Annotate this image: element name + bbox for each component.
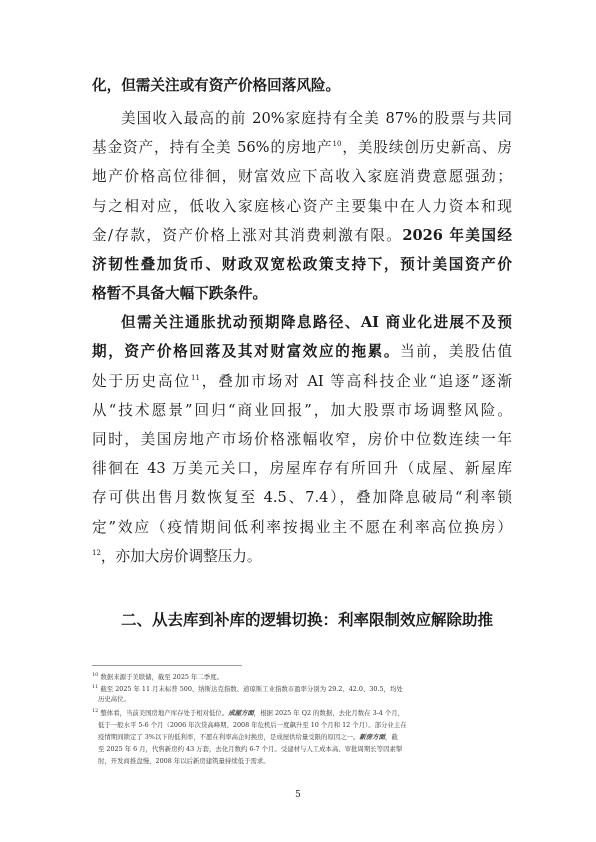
paragraph-line: 基金资产，持有全美 56%的房地产$^{10}$，美股续创历史新高、房 bbox=[92, 139, 512, 156]
paragraph-line: 济韧性叠加货币、财政双宽松政策支持下，预计美国资产价 bbox=[92, 256, 512, 273]
footnote-divider bbox=[92, 665, 242, 666]
footnote-12-line: 疫情期间锁定了 3%以下的低利率，不愿在利率高企时换房，是成屋供给量受限的原因之一。新房方面，截 bbox=[98, 733, 398, 741]
footnote-11-cont: 历史高位。 bbox=[98, 695, 130, 703]
paragraph-line: 同时，美国房地产市场价格涨幅收窄，房价中位数连续一年 bbox=[92, 431, 512, 448]
page-number: 5 bbox=[295, 790, 301, 800]
paragraph-line: 金/存款，资产价格上涨对其消费刺激有限。2026 年美国经 bbox=[92, 227, 513, 244]
paragraph-line: 从“技术愿景”回归“商业回报”，加大股票市场调整风险。 bbox=[92, 402, 512, 419]
footnote-12-line: 低于一般水平 5-6 个月（2006 年次贷高峰期、2008 年危机后一度飙升至 10 个月和 12 个月）。部分业主在 bbox=[98, 721, 407, 729]
section-heading: 二、从去库到补库的逻辑切换：利率限制效应解除助推 bbox=[121, 611, 494, 629]
footnote-ref: 12 bbox=[92, 549, 101, 558]
paragraph-line: 与之相对应，低收入家庭核心资产主要集中在人力资本和现 bbox=[92, 198, 512, 215]
footnote-10: $^{10}$ 数据来源于美联储，截至 2025 年二季度。 bbox=[92, 671, 223, 681]
footnote-ref: 11 bbox=[190, 374, 200, 383]
footnote-ref: 10 bbox=[332, 140, 342, 149]
footnote-11: $^{11}$ 截至 2025 年 11 月末标普 500、纳斯达克指数、道琼斯工业指数市盈率分别为 29.2、42.0、30.5，均处 bbox=[92, 683, 403, 693]
paragraph-line: 格暂不具备大幅下跌条件。 bbox=[92, 285, 268, 302]
paragraph-line: 处于历史高位$^{11}$，叠加市场对 AI 等高科技企业“追逐”逐渐 bbox=[92, 373, 512, 390]
footnote-12: $^{12}$ 整体看，当前美国房地产库存处于相对低位。成屋方面，根据 2025 年 Q2 的数据，去化月数在 3-4 个月， bbox=[92, 707, 405, 717]
paragraph-line: 期，资产价格回落及其对财富效应的拖累。当前，美股估值 bbox=[92, 343, 512, 360]
paragraph-line: $^{12}$，亦加大房价调整压力。 bbox=[92, 548, 262, 565]
paragraph-line: 化，但需关注或有资产价格回落风险。 bbox=[92, 77, 341, 94]
paragraph-line: 地产价格高位徘徊，财富效应下高收入家庭消费意愿强劲； bbox=[92, 168, 512, 185]
paragraph-line: 存可供出售月数恢复至 4.5、7.4），叠加降息破局“利率锁 bbox=[92, 489, 512, 506]
footnote-12-line: 肘，开发商推盘慢，2008 年以后新房建筑量持续低于需求。 bbox=[98, 757, 270, 765]
paragraph-line: 美国收入最高的前 20%家庭持有全美 87%的股票与共同 bbox=[121, 110, 512, 127]
paragraph-line: 徘徊在 43 万美元关口，房屋库存有所回升（成屋、新屋库 bbox=[92, 460, 512, 477]
footnote-12-line: 至 2025 年 6 月，代售新房约 43 万套，去化月数约 6-7 个月。受建材与人工成本高、审批周期长等因素掣 bbox=[98, 745, 403, 753]
paragraph-line: 但需关注通胀扰动预期降息路径、AI 商业化进展不及预 bbox=[121, 314, 512, 331]
paragraph-line: 定”效应（疫情期间低利率按揭业主不愿在利率高位换房） bbox=[92, 519, 512, 536]
